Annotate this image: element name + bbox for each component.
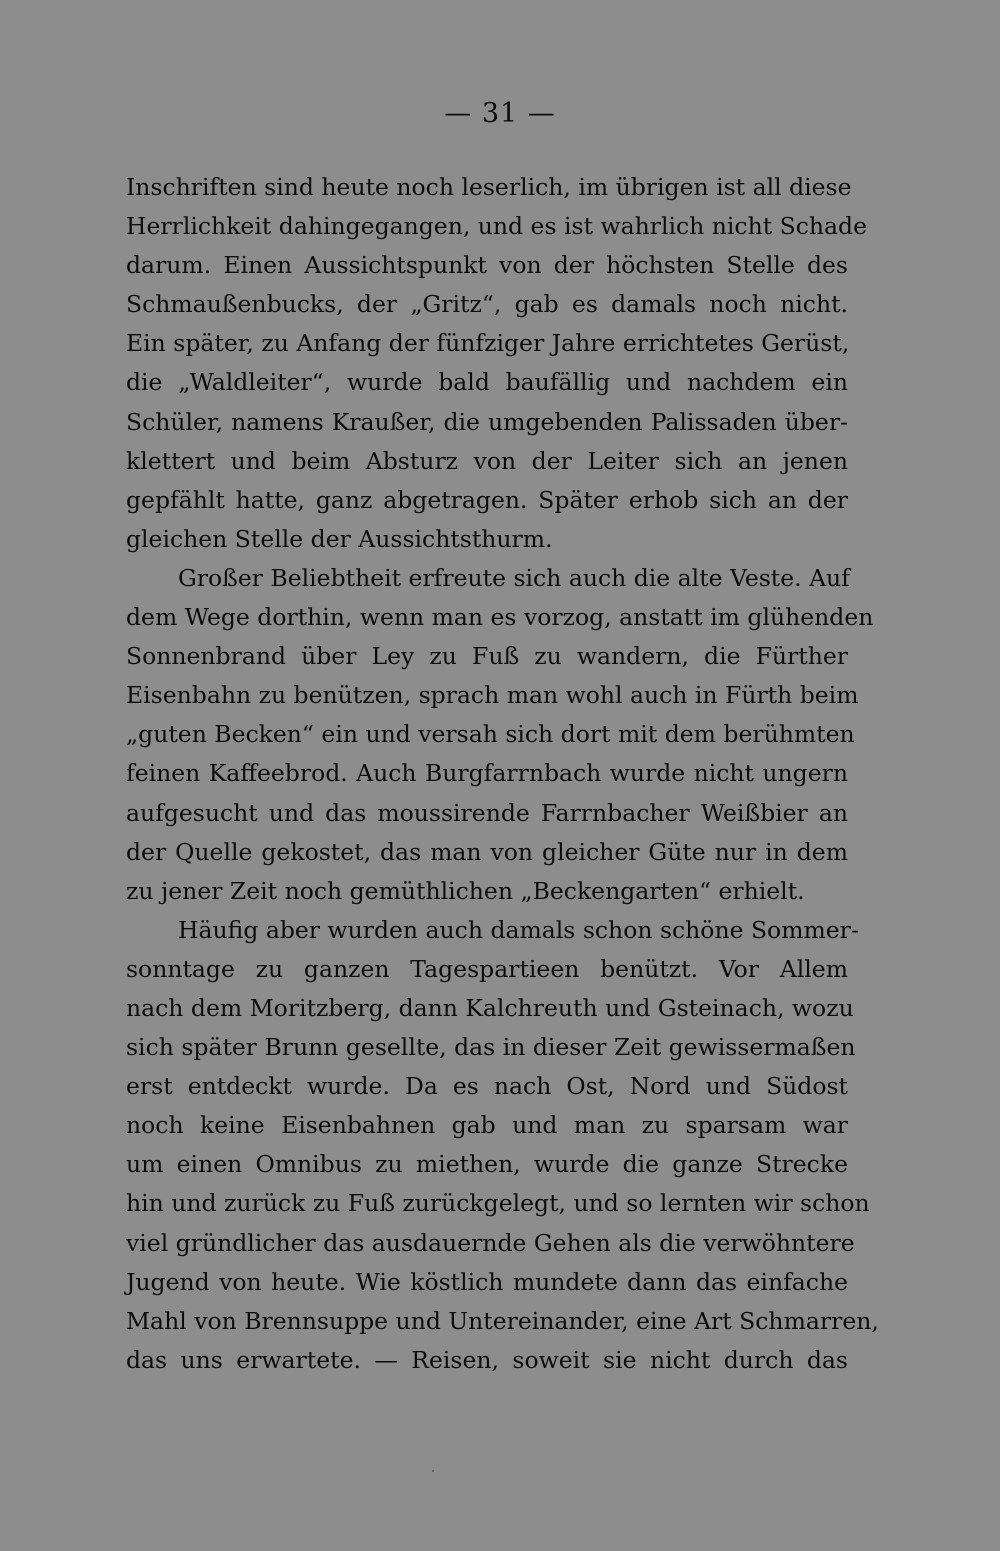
page-number: — 31 —	[444, 98, 556, 129]
text-line: Großer Beliebtheit erfreute sich auch die alte Veste. Auf	[178, 563, 850, 592]
text-line: Inschriften sind heute noch leserlich, im übrigen ist all diese	[126, 173, 852, 201]
text-line: gleichen Stelle der Aussichtsthurm.	[126, 524, 553, 553]
text-line: zu jener Zeit noch gemüthlichen „Beckengarten“ erhielt.	[126, 876, 805, 905]
text-line: hin und zurück zu Fuß zurückgelegt, und so lernten wir schon	[126, 1189, 870, 1218]
text-line: Schüler, namens Kraußer, die umgebenden Palissaden über-	[126, 407, 848, 436]
text-line: um einen Omnibus zu miethen, wurde die ganze Strecke	[126, 1150, 848, 1179]
text-line: klettert und beim Absturz von der Leiter sich an jenen	[126, 446, 848, 475]
text-line: Jugend von heute. Wie köstlich mundete dann das einfache	[126, 1267, 848, 1296]
text-line: darum. Einen Aussichtspunkt von der höchsten Stelle des	[126, 251, 848, 280]
text-line: sich später Brunn gesellte, das in dieser Zeit gewissermaßen	[126, 1033, 856, 1062]
text-line: gepfählt hatte, ganz abgetragen. Später erhob sich an der	[126, 485, 848, 514]
text-line: Schmaußenbucks, der „Gritz“, gab es damals noch nicht.	[126, 290, 848, 319]
text-line: Häufig aber wurden auch damals schon schöne Sommer-	[178, 915, 859, 944]
text-line: erst entdeckt wurde. Da es nach Ost, Nord und Südost	[126, 1072, 848, 1101]
text-line: nach dem Moritzberg, dann Kalchreuth und Gsteinach, wozu	[126, 993, 854, 1022]
text-line: die „Waldleiter“, wurde bald baufällig und nachdem ein	[126, 368, 848, 397]
text-line: feinen Kaffeebrod. Auch Burgfarrnbach wurde nicht ungern	[126, 759, 848, 788]
text-line: „guten Becken“ ein und versah sich dort mit dem berühmten	[126, 720, 855, 749]
text-line: dem Wege dorthin, wenn man es vorzog, anstatt im glühenden	[126, 603, 874, 632]
text-line: aufgesucht und das moussirende Farrnbacher Weißbier an	[126, 798, 848, 827]
text-line: Sonnenbrand über Ley zu Fuß zu wandern, die Fürther	[126, 642, 848, 671]
text-line: Herrlichkeit dahingegangen, und es ist wahrlich nicht Schade	[126, 212, 867, 241]
text-line: das uns erwartete. — Reisen, soweit sie nicht durch das	[126, 1345, 848, 1374]
text-line: viel gründlicher das ausdauernde Gehen als die verwöhntere	[126, 1228, 855, 1257]
paper-speck	[432, 1470, 434, 1472]
text-line: Mahl von Brennsuppe und Untereinander, eine Art Schmarren,	[126, 1306, 879, 1335]
text-line: noch keine Eisenbahnen gab und man zu sparsam war	[126, 1111, 848, 1140]
text-line: sonntage zu ganzen Tagespartieen benützt. Vor Allem	[126, 954, 848, 983]
body-text	[126, 168, 879, 1380]
text-line: der Quelle gekostet, das man von gleicher Güte nur in dem	[126, 837, 848, 866]
text-line: Eisenbahn zu benützen, sprach man wohl auch in Fürth beim	[126, 681, 859, 710]
text-line: Ein später, zu Anfang der fünfziger Jahre errichtetes Gerüst,	[126, 329, 850, 358]
